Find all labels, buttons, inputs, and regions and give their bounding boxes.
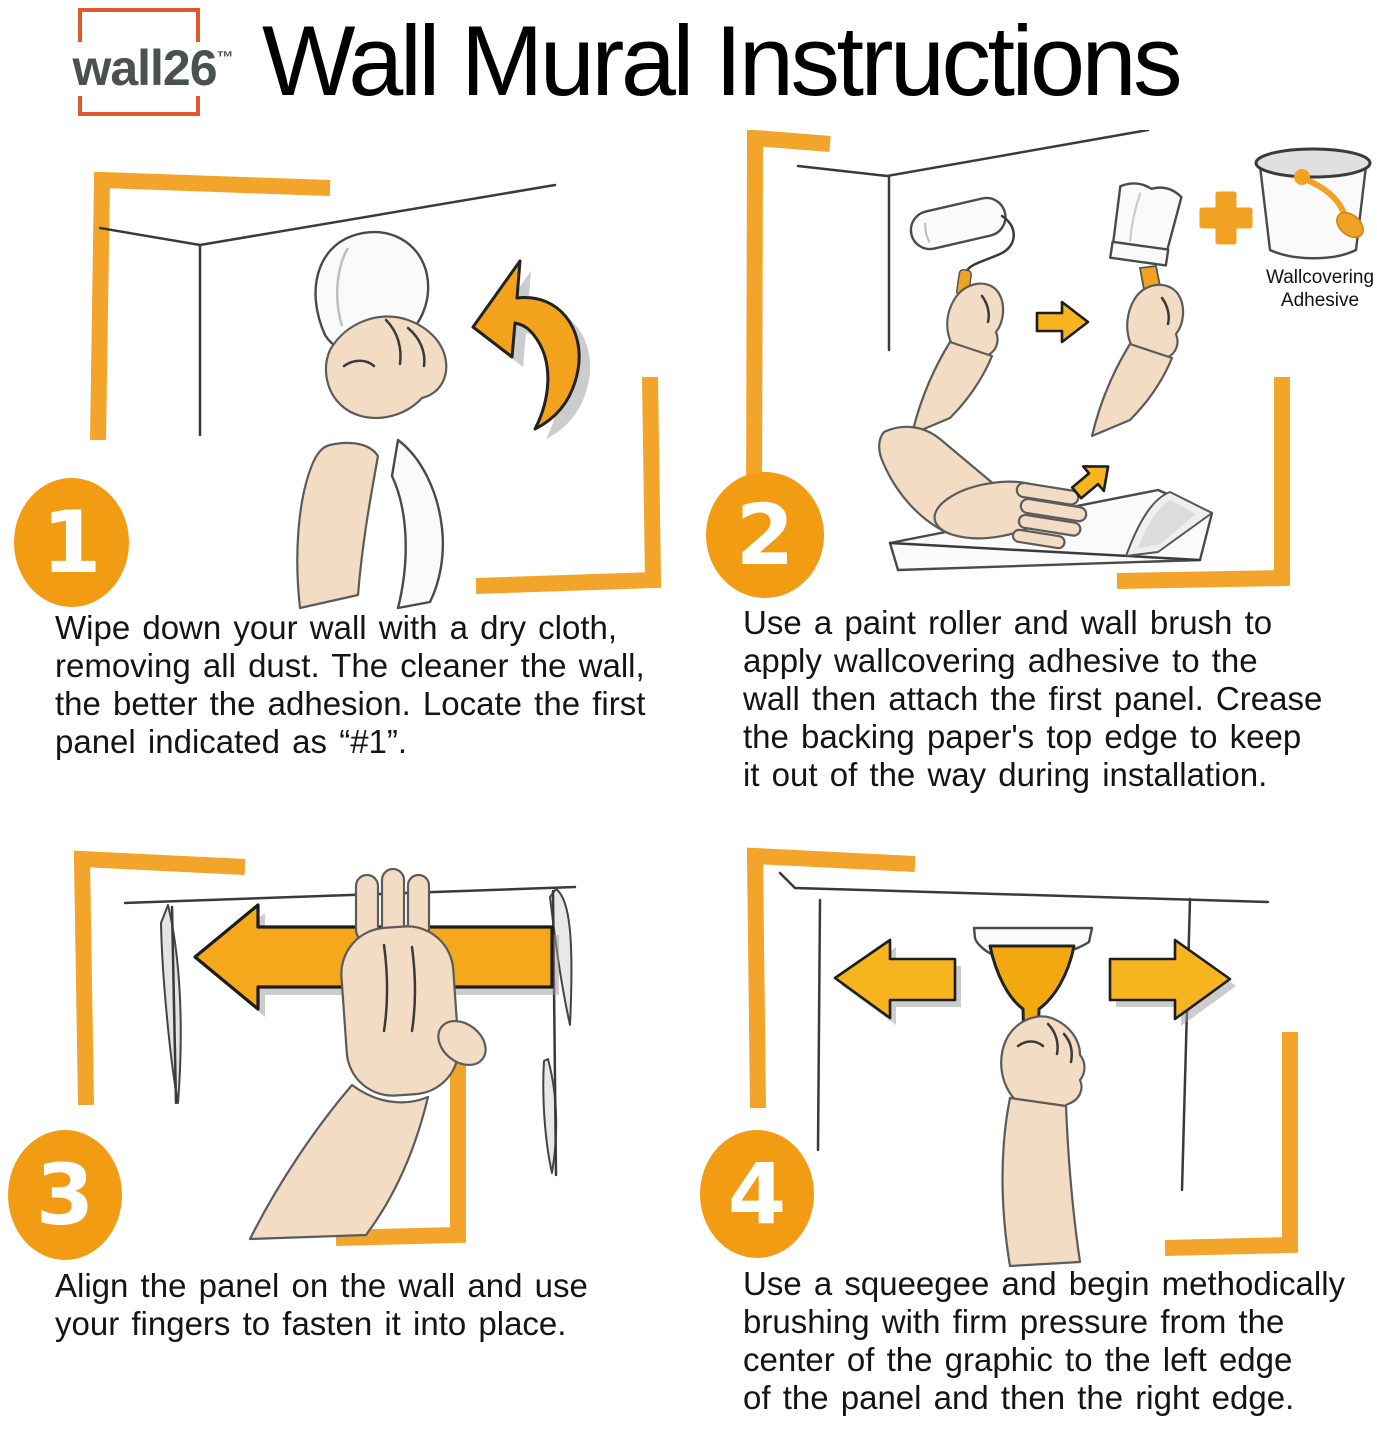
curved-arrow-icon bbox=[473, 261, 590, 439]
text-line: Use a paint roller and wall brush to bbox=[743, 604, 1273, 641]
step-3-text bbox=[55, 1267, 695, 1343]
page-title: Wall Mural Instructions bbox=[262, 5, 1180, 116]
adhesive-bucket-label: Wallcovering Adhesive bbox=[1265, 267, 1375, 311]
adhesive-bucket-icon bbox=[1256, 149, 1370, 258]
wall-brush-icon bbox=[1092, 179, 1183, 436]
plus-icon bbox=[1202, 194, 1250, 242]
corner-bracket-top-left-icon bbox=[98, 180, 330, 440]
text-line: apply wallcovering adhesive to the bbox=[743, 642, 1258, 679]
text-line: Align the panel on the wall and use bbox=[55, 1267, 588, 1304]
crease-panel-sketch bbox=[879, 427, 1212, 570]
corner-bracket-top-left-icon bbox=[754, 138, 830, 520]
step-number: 2 bbox=[735, 486, 795, 584]
hand-with-cloth-sketch bbox=[297, 232, 446, 608]
logo-trademark: ™ bbox=[216, 48, 234, 67]
text-line: of the panel and then the right edge. bbox=[743, 1379, 1295, 1416]
text-line: the better the adhesion. Locate the first bbox=[55, 685, 646, 722]
step-1-badge bbox=[14, 478, 129, 607]
logo-brand-text bbox=[58, 42, 248, 96]
arrow-right-icon bbox=[1110, 940, 1236, 1026]
step-number: 3 bbox=[35, 1146, 95, 1244]
text-line: your fingers to fasten it into place. bbox=[55, 1305, 567, 1342]
step-number: 1 bbox=[41, 492, 102, 593]
text-line: wall then attach the first panel. Crease bbox=[743, 680, 1323, 717]
step-1-text bbox=[55, 609, 695, 761]
gripping-hand-sketch bbox=[1001, 1017, 1084, 1266]
text-line: it out of the way during installation. bbox=[743, 756, 1268, 793]
text-line: Use a squeegee and begin methodically bbox=[743, 1265, 1346, 1302]
logo-brand: wall26 bbox=[72, 40, 217, 96]
step-4-badge bbox=[700, 1130, 814, 1258]
wall26-logo bbox=[58, 6, 248, 122]
step-4-text bbox=[743, 1265, 1377, 1417]
paint-roller-icon bbox=[907, 194, 1014, 434]
text-line: brushing with firm pressure from the bbox=[743, 1303, 1285, 1340]
text-line: the backing paper's top edge to keep bbox=[743, 718, 1302, 755]
arrow-left-icon bbox=[835, 940, 961, 1025]
step-3-badge bbox=[8, 1130, 122, 1260]
text-line: panel indicated as “#1”. bbox=[55, 723, 408, 760]
step-2-text bbox=[743, 604, 1377, 794]
text-line: removing all dust. The cleaner the wall, bbox=[55, 647, 645, 684]
step-2-badge bbox=[706, 472, 824, 598]
text-line: center of the graphic to the left edge bbox=[743, 1341, 1293, 1378]
arrow-right-icon bbox=[1037, 302, 1088, 342]
text-line: Wipe down your wall with a dry cloth, bbox=[55, 609, 618, 646]
step-number: 4 bbox=[727, 1145, 787, 1243]
